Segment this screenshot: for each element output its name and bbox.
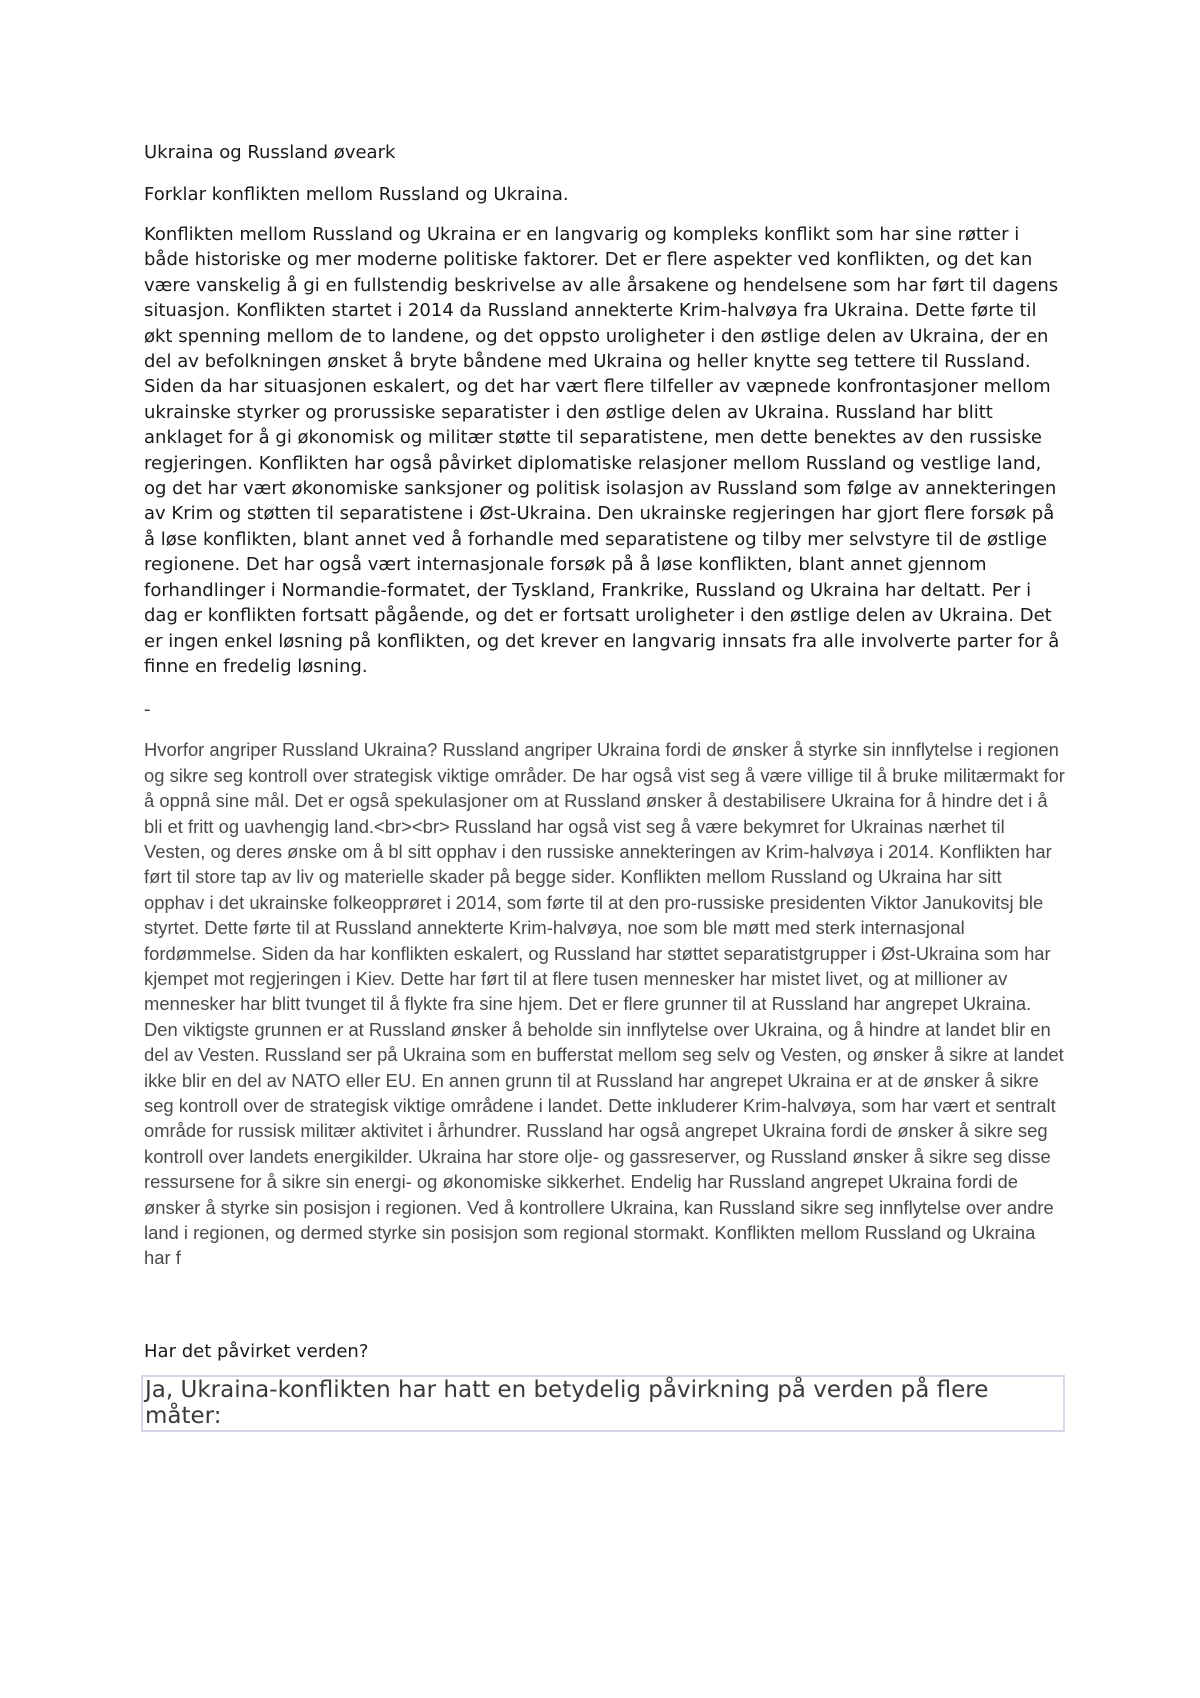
answer-1-paragraph: Konflikten mellom Russland og Ukraina er en langvarig og kompleks konflikt som har sine røtter i både historiske og mer moderne politiske faktorer. Det er flere aspekter ved konflikten, og det kan være vanskelig å gi en fullstendig beskrivelse av alle årsakene og hendelsene som har ført til dagens situasjon. Konflikten startet i 2014 da Russland annekterte Krim-halvøya fra Ukraina. Dette førte til økt spenning mellom de to landene, og det oppsto uroligheter i den østlige delen av Ukraina, der en del av befolkningen ønsket å bryte båndene med Ukraina og heller knytte seg tettere til Russland. Siden da har situasjonen eskalert, og det har vært flere tilfeller av væpnede konfrontasjoner mellom ukrainske styrker og prorussiske separatister i den østlige delen av Ukraina. Russland har blitt anklaget for å gi økonomisk og militær støtte til separatistene, men dette benektes av den russiske regjeringen. Konflikten har også påvirket diplomatiske relasjoner mellom Russland og vestlige land, og det har vært økonomiske sanksjoner og politisk isolasjon av Russland som følge av annekteringen av Krim og støtten til separatistene i Øst-Ukraina. Den ukrainske regjeringen har gjort flere forsøk på å løse konflikten, blant annet ved å forhandle med separatistene og tilby mer selvstyre til de østlige regionene. Det har også vært internasjonale forsøk på å løse konflikten, blant annet gjennom forhandlinger i Normandie-formatet, der Tyskland, Frankrike, Russland og Ukraina har deltatt. Per i dag er konflikten fortsatt pågående, og det er fortsatt uroligheter i den østlige delen av Ukraina. Det er ingen enkel løsning på konflikten, og det krever en langvarig innsats fra alle involverte parter for å finne en fredelig løsning. <box>144 224 1060 677</box>
highlighted-answer-box[interactable] <box>141 1375 1065 1432</box>
highlighted-answer-text: Ja, Ukraina-konflikten har hatt en betydelig påvirkning på verden på flere måter: <box>145 1376 989 1429</box>
document-page <box>144 140 1065 1432</box>
separator-dash: - <box>144 699 151 721</box>
document-title: Ukraina og Russland øveark <box>144 142 396 163</box>
question-3: Har det påvirket verden? <box>144 1340 369 1362</box>
answer-2-paragraph: Hvorfor angriper Russland Ukraina? Russland angriper Ukraina fordi de ønsker å styrke sin innflytelse i regionen og sikre seg kontroll over strategisk viktige områder. De har også vist seg å være villige til å bruke militærmakt for å oppnå sine mål. Det er også spekulasjoner om at Russland ønsker å destabilisere Ukraina for å hindre det i å bli et fritt og uavhengig land.<br><br> Russland har også vist seg å være bekymret for Ukrainas nærhet til Vesten, og deres ønske om å bl sitt opphav i den russiske annekteringen av Krim-halvøya i 2014. Konflikten har ført til store tap av liv og materielle skader på begge sider. Konflikten mellom Russland og Ukraina har sitt opphav i det ukrainske folkeopprøret i 2014, som førte til at den pro-russiske presidenten Viktor Janukovitsj ble styrtet. Dette førte til at Russland annekterte Krim-halvøya, noe som ble møtt med sterk internasjonal fordømmelse. Siden da har konflikten eskalert, og Russland har støttet separatistgrupper i Øst-Ukraina som har kjempet mot regjeringen i Kiev. Dette har ført til at flere tusen mennesker har mistet livet, og at millioner av mennesker har blitt tvunget til å flykte fra sine hjem. Det er flere grunner til at Russland har angrepet Ukraina. Den viktigste grunnen er at Russland ønsker å beholde sin innflytelse over Ukraina, og å hindre at landet blir en del av Vesten. Russland ser på Ukraina som en bufferstat mellom seg selv og Vesten, og ønsker å sikre at landet ikke blir en del av NATO eller EU. En annen grunn til at Russland har angrepet Ukraina er at de ønsker å sikre seg kontroll over de strategisk viktige områdene i landet. Dette inkluderer Krim-halvøya, som har vært et sentralt område for russisk militær aktivitet i århundrer. Russland har også angrepet Ukraina fordi de ønsker å sikre seg kontroll over landets energikilder. Ukraina har store olje- og gassreserver, og Russland ønsker å sikre seg disse ressursene for å sikre sin energi- og økonomiske sikkerhet. Endelig har Russland angrepet Ukraina fordi de ønsker å styrke sin posisjon i regionen. Ved å kontrollere Ukraina, kan Russland sikre seg innflytelse over andre land i regionen, og dermed styrke sin posisjon som regional stormakt. Konflikten mellom Russland og Ukraina har f <box>144 739 1065 1269</box>
question-1: Forklar konflikten mellom Russland og Ukraina. <box>144 184 569 205</box>
